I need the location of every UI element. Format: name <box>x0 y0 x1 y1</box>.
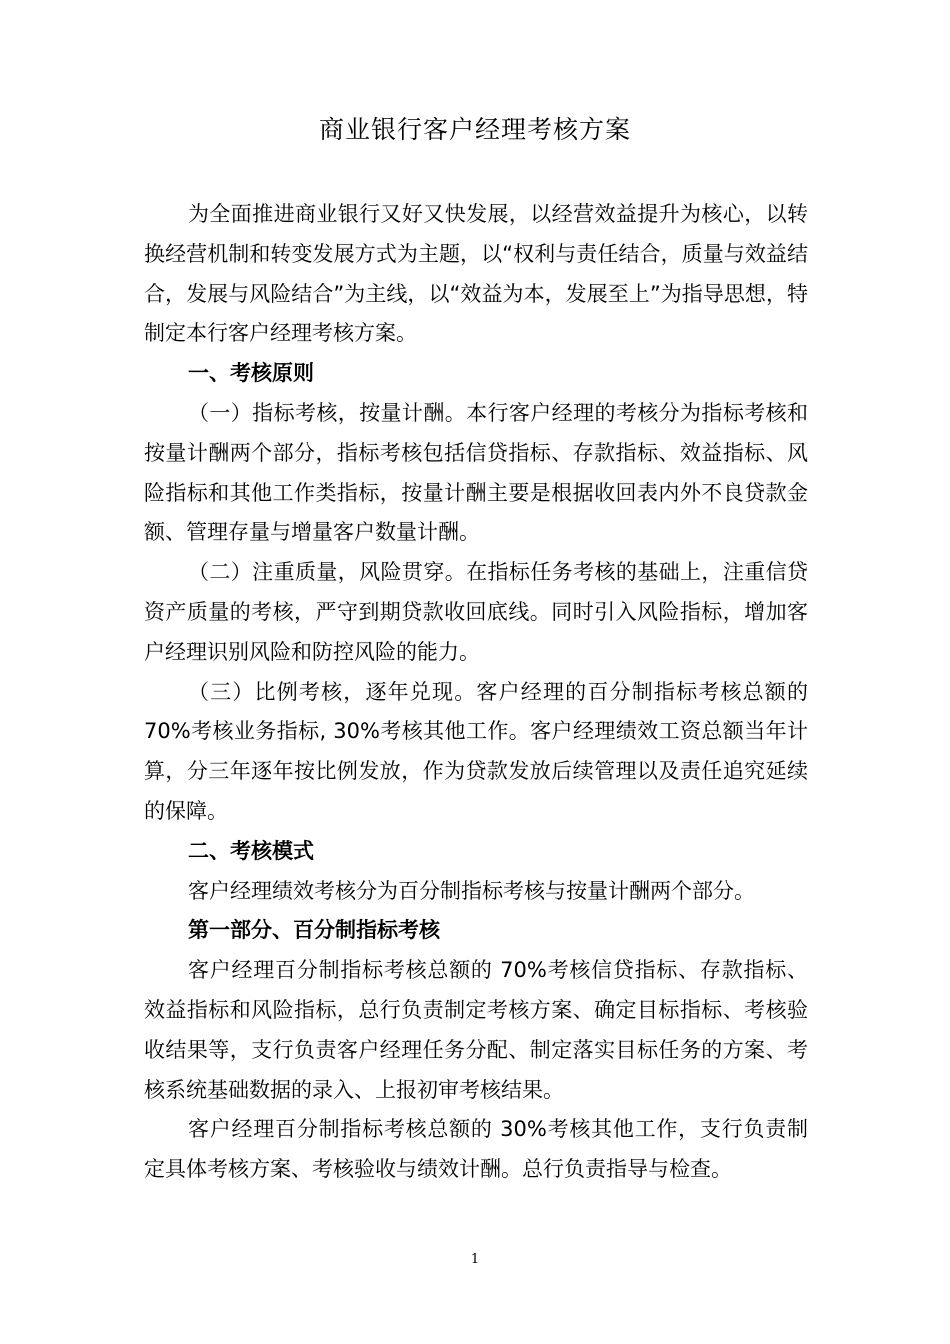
principle-2-paragraph: （二）注重质量，风险贯穿。在指标任务考核的基础上，注重信贷资产质量的考核，严守到期贷款收回底线。同时引入风险指标，增加客户经理识别风险和防控风险的能力。 <box>144 560 808 664</box>
section-heading-assessment-mode: 二、考核模式 <box>188 838 314 863</box>
part-one-70-percent-paragraph: 客户经理百分制指标考核总额的 70%考核信贷指标、存款指标、效益指标和风险指标，总行负责制定考核方案、确定目标指标、考核验收结果等，支行负责客户经理任务分配、制定落实目标任务的方案、考核系统基础数据的录入、上报初审考核结果。 <box>144 958 808 1102</box>
document-body <box>144 195 808 1190</box>
part-one-30-percent-paragraph: 客户经理百分制指标考核总额的 30%考核其他工作，支行负责制定具体考核方案、考核验收与绩效计酬。总行负责指导与检查。 <box>144 1117 808 1182</box>
principle-3-paragraph: （三）比例考核，逐年兑现。客户经理的百分制指标考核总额的70%考核业务指标, 30%考核其他工作。客户经理绩效工资总额当年计算，分三年逐年按比例发放，作为贷款发放后续管理以及责任追究延续的保障。 <box>144 679 808 823</box>
assessment-mode-paragraph: 客户经理绩效考核分为百分制指标考核与按量计酬两个部分。 <box>188 878 755 903</box>
section-heading-assessment-principles: 一、考核原则 <box>188 361 314 386</box>
principle-1-paragraph: （一）指标考核，按量计酬。本行客户经理的考核分为指标考核和按量计酬两个部分，指标考核包括信贷指标、存款指标、效益指标、风险指标和其他工作类指标，按量计酬主要是根据收回表内外不良贷款金额、管理存量与增量客户数量计酬。 <box>144 400 808 545</box>
document-title: 商业银行客户经理考核方案 <box>318 115 631 144</box>
part-one-heading: 第一部分、百分制指标考核 <box>188 918 440 943</box>
page-number: 1 <box>470 1252 480 1267</box>
intro-paragraph: 为全面推进商业银行又好又快发展，以经营效益提升为核心，以转换经营机制和转变发展方式为主题，以“权利与责任结合，质量与效益结合，发展与风险结合”为主线，以“效益为本，发展至上”为指导思想，特制定本行客户经理考核方案。 <box>144 202 808 346</box>
